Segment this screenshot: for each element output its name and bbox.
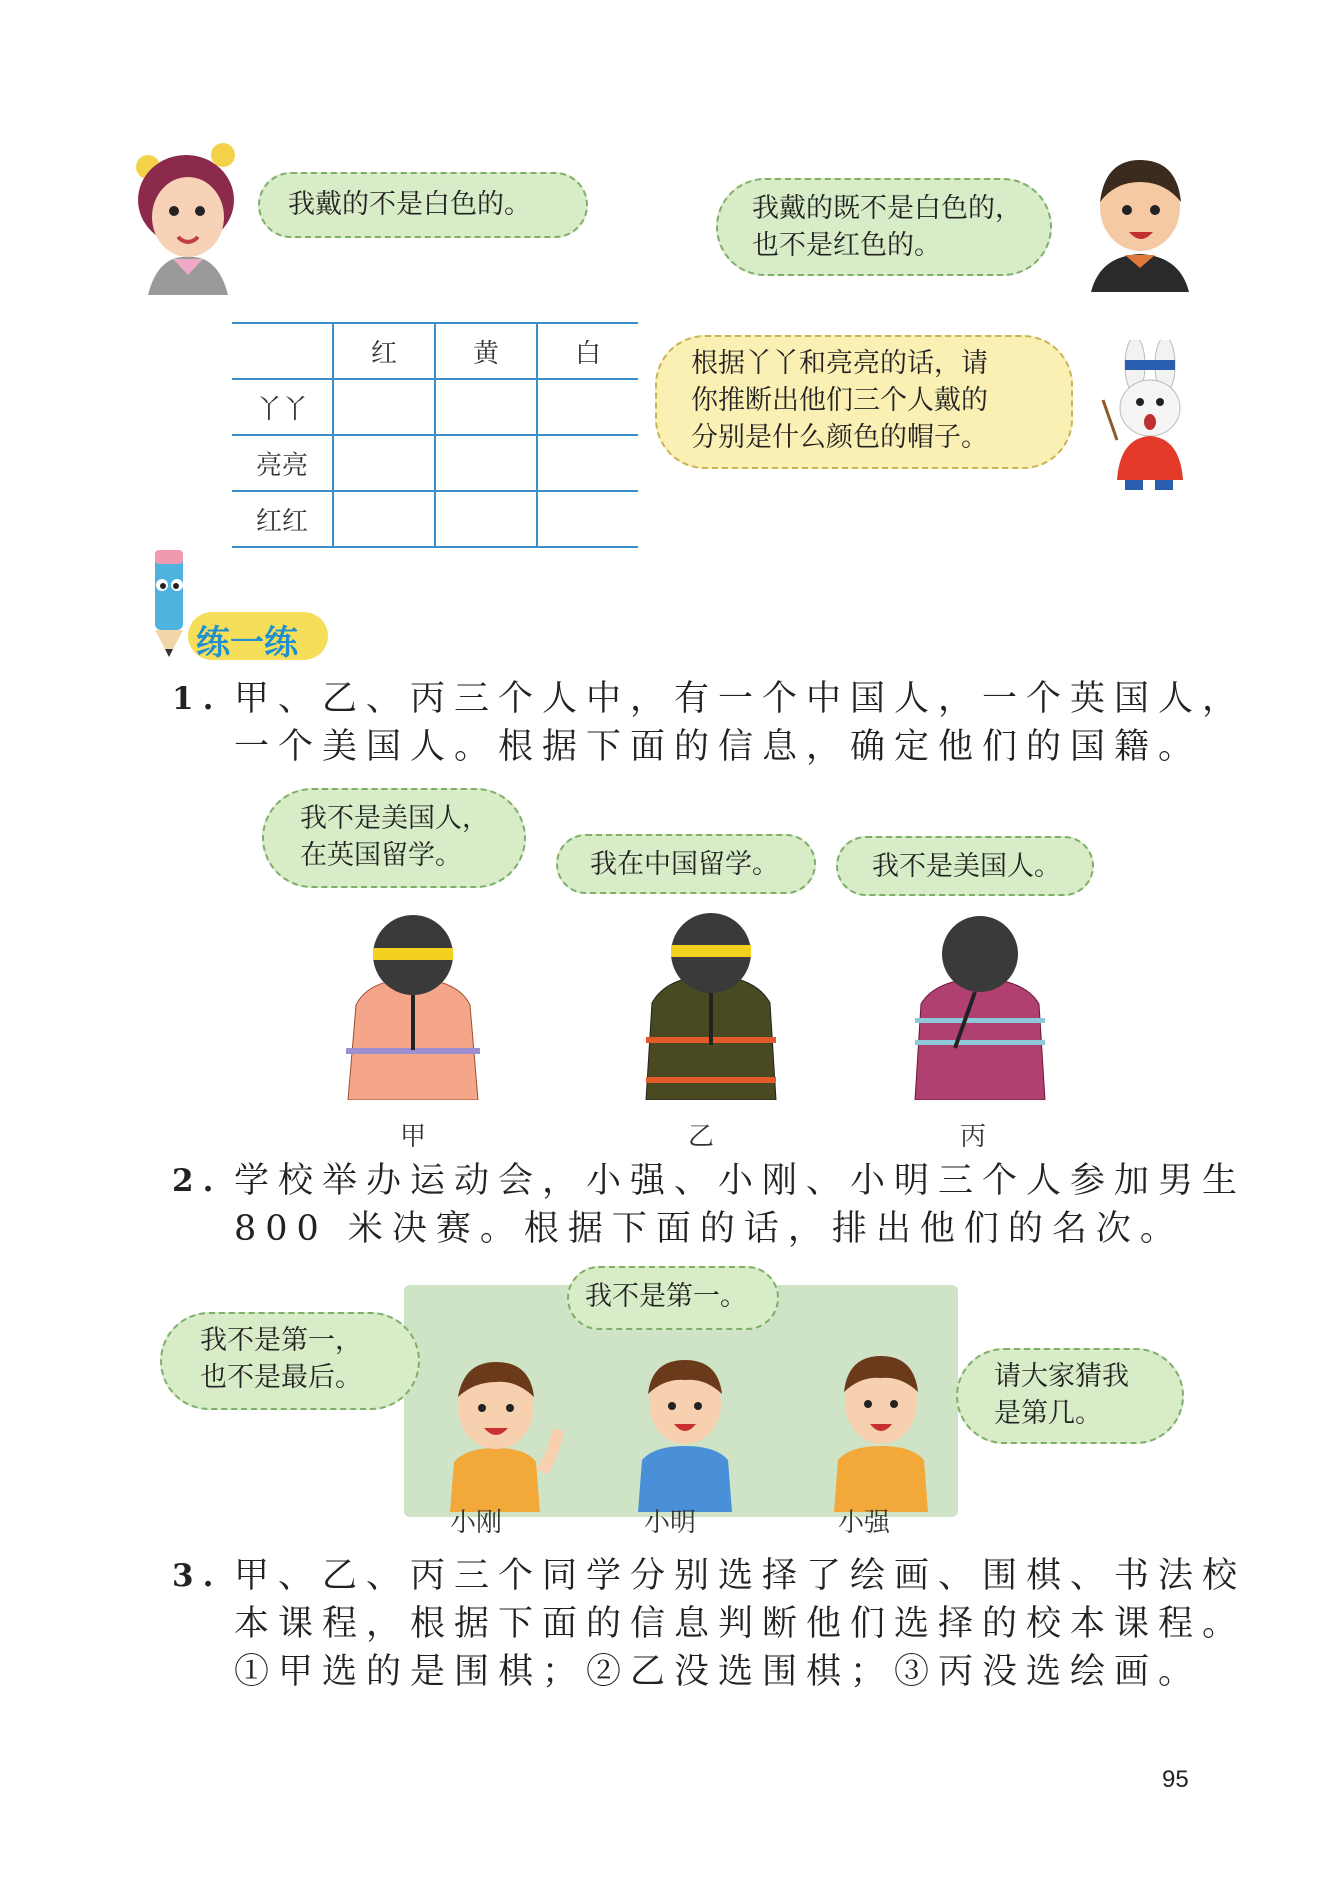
table-row-label: 红红	[232, 491, 333, 547]
table-cell[interactable]	[435, 491, 537, 547]
question-3	[172, 1552, 1312, 1696]
boy-speech-bubble	[716, 178, 1052, 276]
boy-xiaogang	[436, 1352, 566, 1512]
name-xiaoming: 小明	[644, 1508, 697, 1538]
question-1-number: 1.	[172, 681, 223, 717]
question-3-line2: 本课程，根据下面的信息判断他们选择的校本课程。	[234, 1604, 1247, 1644]
table-cell[interactable]	[333, 491, 435, 547]
yi-speech-text: 我在中国留学。	[590, 849, 779, 880]
table-cell[interactable]	[333, 379, 435, 435]
boy-speech-line2: 也不是红色的。	[752, 230, 941, 261]
label-yi: 乙	[688, 1122, 715, 1152]
xiaoming-speech-text: 我不是第一。	[585, 1281, 747, 1312]
girl-speech-bubble	[258, 172, 588, 238]
page-number: 95	[1162, 1766, 1189, 1793]
name-xiaoqiang: 小强	[838, 1508, 891, 1538]
figure-bing	[905, 908, 1055, 1100]
label-jia: 甲	[400, 1122, 427, 1152]
boy-xiaoqiang	[826, 1348, 936, 1512]
table-cell[interactable]	[537, 379, 638, 435]
question-2	[172, 1157, 1312, 1253]
xiaoqiang-speech-bubble	[956, 1348, 1184, 1444]
question-1	[172, 675, 1312, 771]
question-1-line2: 一个美国人。根据下面的信息，确定他们的国籍。	[234, 727, 1203, 767]
table-row	[232, 379, 638, 435]
rabbit-teacher-illustration	[1095, 340, 1200, 495]
table-cell[interactable]	[537, 491, 638, 547]
table-row-label: 丫丫	[232, 379, 333, 435]
boy-illustration	[1085, 152, 1195, 292]
boy-speech-line1: 我戴的既不是白色的，	[752, 193, 1022, 224]
table-cell[interactable]	[435, 379, 537, 435]
hat-color-table	[232, 322, 638, 548]
table-cell[interactable]	[333, 435, 435, 491]
table-header-cell: 黄	[435, 323, 537, 379]
jia-speech-line1: 我不是美国人，	[300, 803, 489, 834]
question-2-number: 2.	[172, 1163, 223, 1199]
rabbit-speech-line1: 根据丫丫和亮亮的话，请	[691, 348, 988, 379]
bing-speech-bubble	[836, 836, 1094, 896]
table-row-label: 亮亮	[232, 435, 333, 491]
girl-illustration	[128, 135, 248, 295]
table-cell[interactable]	[435, 435, 537, 491]
question-1-line1: 甲、乙、丙三个人中，有一个中国人，一个英国人，	[234, 679, 1247, 719]
section-title: 练一练	[196, 623, 298, 663]
bing-speech-text: 我不是美国人。	[872, 851, 1061, 882]
question-2-line1: 学校举办运动会，小强、小刚、小明三个人参加男生	[234, 1161, 1247, 1201]
xiaoqiang-speech-line2: 是第几。	[994, 1398, 1102, 1429]
xiaogang-speech-line2: 也不是最后。	[200, 1362, 362, 1393]
jia-speech-line2: 在英国留学。	[300, 840, 462, 871]
table-row	[232, 435, 638, 491]
name-xiaogang: 小刚	[450, 1508, 503, 1538]
rabbit-speech-bubble	[655, 335, 1073, 469]
table-cell[interactable]	[537, 435, 638, 491]
xiaogang-speech-line1: 我不是第一，	[200, 1325, 362, 1356]
question-3-number: 3.	[172, 1558, 223, 1594]
question-3-line1: 甲、乙、丙三个同学分别选择了绘画、围棋、书法校	[234, 1556, 1247, 1596]
question-2-line2: 800 米决赛。根据下面的话，排出他们的名次。	[234, 1209, 1184, 1249]
jia-speech-bubble	[262, 788, 526, 888]
xiaoqiang-speech-line1: 请大家猜我	[994, 1361, 1129, 1392]
girl-speech-text: 我戴的不是白色的。	[288, 189, 531, 220]
table-header-cell: 红	[333, 323, 435, 379]
xiaogang-speech-bubble	[160, 1312, 420, 1410]
section-title-banner	[188, 612, 328, 663]
figure-jia	[338, 910, 488, 1100]
xiaoming-speech-bubble	[567, 1266, 779, 1330]
yi-speech-bubble	[556, 834, 816, 894]
rabbit-speech-line3: 分别是什么颜色的帽子。	[691, 422, 988, 453]
table-header-row	[232, 323, 638, 379]
question-3-line3: ①甲选的是围棋；②乙没选围棋；③丙没选绘画。	[234, 1652, 1203, 1692]
label-bing: 丙	[960, 1122, 987, 1152]
table-row	[232, 491, 638, 547]
boy-xiaoming	[630, 1352, 740, 1512]
figure-yi	[636, 905, 786, 1100]
rabbit-speech-line2: 你推断出他们三个人戴的	[691, 385, 988, 416]
table-header-cell: 白	[537, 323, 638, 379]
table-header-cell	[232, 323, 333, 379]
